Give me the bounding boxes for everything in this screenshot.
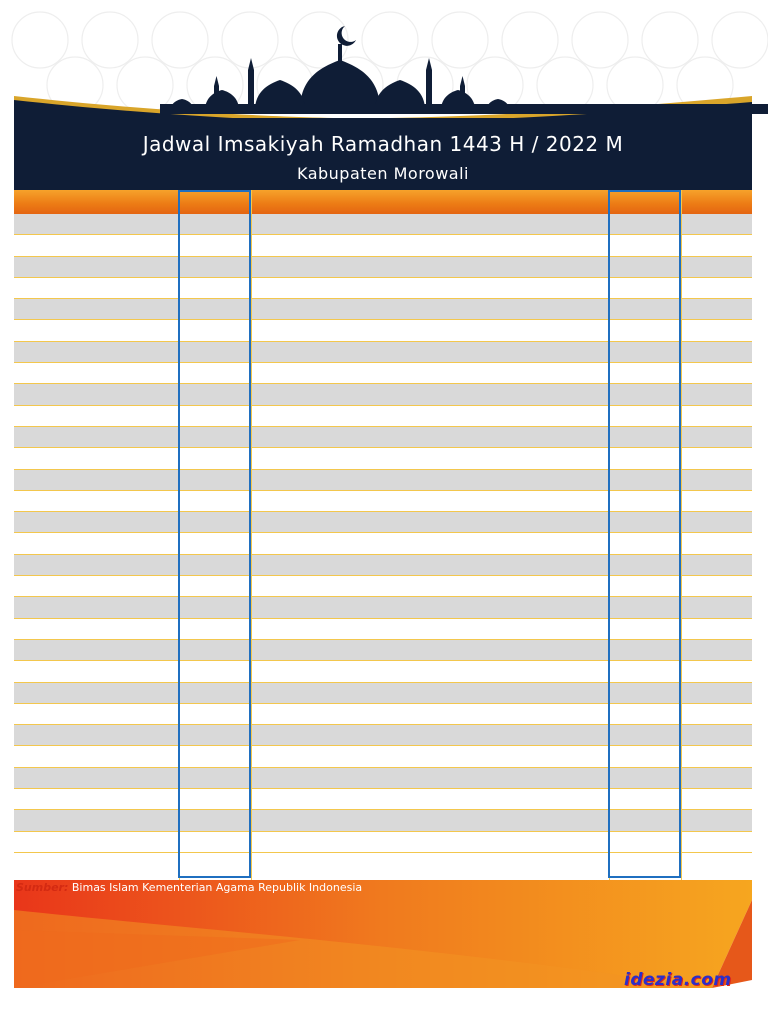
brand-logo: idezia.com — [624, 970, 732, 990]
page-title: Jadwal Imsakiyah Ramadhan 1443 H / 2022 M — [142, 132, 624, 156]
column-divider — [681, 190, 682, 880]
page-subtitle: Kabupaten Morowali — [296, 164, 469, 183]
source-label: Sumber: — [16, 881, 69, 894]
source-text: Bimas Islam Kementerian Agama Republik Indonesia — [71, 881, 363, 894]
crescent-moon-icon — [337, 26, 356, 46]
highlighted-column-imsak — [178, 190, 251, 878]
schedule-table — [14, 190, 752, 880]
highlighted-column-maghrib — [608, 190, 681, 878]
column-divider — [251, 190, 252, 880]
source-note — [16, 881, 362, 894]
